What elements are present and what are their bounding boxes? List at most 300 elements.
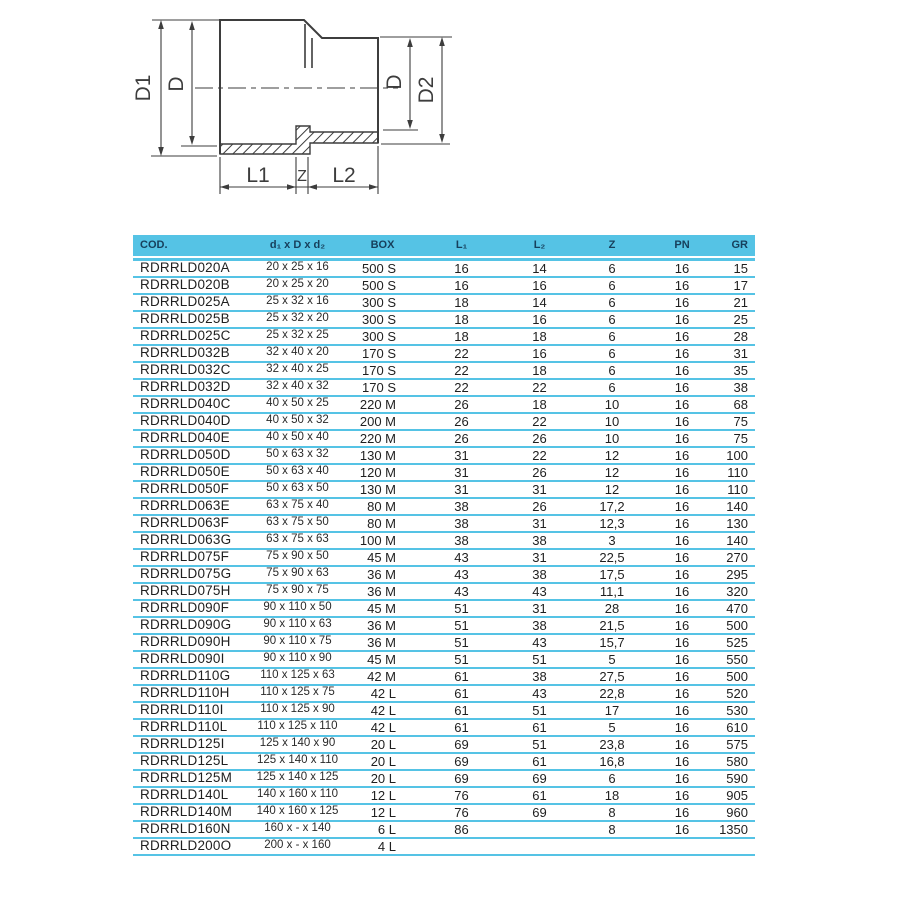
cell-z: 17 xyxy=(604,702,620,718)
cell-dims: 110 x 125 x 110 xyxy=(257,720,338,733)
header-box: BOX xyxy=(370,239,395,251)
cell-dims: 40 x 50 x 25 xyxy=(266,397,329,410)
table-row xyxy=(133,550,755,567)
table-row xyxy=(133,737,755,754)
cell-box: 300 S xyxy=(362,294,396,310)
cell-cod: RDRRLD090I xyxy=(140,651,225,667)
cell-gr: 17 xyxy=(733,277,748,293)
cell-pn: 16 xyxy=(674,277,690,293)
cell-box: 4 L xyxy=(377,838,396,854)
cell-pn: 16 xyxy=(674,447,690,463)
cell-z: 6 xyxy=(608,328,616,344)
cell-dims: 40 x 50 x 40 xyxy=(266,431,329,444)
table-row xyxy=(133,754,755,771)
cell-l1: 69 xyxy=(454,770,469,786)
cell-dims: 63 x 75 x 63 xyxy=(266,533,329,546)
cell-box: 80 M xyxy=(367,515,396,531)
cell-cod: RDRRLD025A xyxy=(140,294,230,310)
cell-l2: 38 xyxy=(532,566,547,582)
cell-l1: 86 xyxy=(454,821,469,837)
cell-pn: 16 xyxy=(674,481,690,497)
cell-pn: 16 xyxy=(674,685,690,701)
cell-z: 6 xyxy=(608,770,616,786)
cell-box: 36 M xyxy=(367,634,396,650)
table-row xyxy=(133,482,755,499)
cell-pn: 16 xyxy=(674,634,690,650)
table-row xyxy=(133,703,755,720)
cell-gr: 960 xyxy=(726,804,748,820)
cell-box: 200 M xyxy=(359,413,396,429)
section-hatch xyxy=(220,126,378,154)
cell-dims: 110 x 125 x 75 xyxy=(260,686,335,699)
cell-pn: 16 xyxy=(674,617,690,633)
dimension-labels xyxy=(132,74,438,187)
cell-box: 20 L xyxy=(370,770,396,786)
cell-box: 300 S xyxy=(362,311,396,327)
label-d1: D1 xyxy=(132,74,155,102)
cell-z: 10 xyxy=(604,413,620,429)
table-row xyxy=(133,822,755,839)
cell-l1: 16 xyxy=(454,277,469,293)
cell-l2: 43 xyxy=(532,685,547,701)
cell-dims: 140 x 160 x 125 xyxy=(256,805,339,818)
cell-box: 20 L xyxy=(370,736,396,752)
cell-l2: 31 xyxy=(532,600,547,616)
cell-z: 21,5 xyxy=(599,617,625,633)
cell-box: 170 S xyxy=(362,362,396,378)
cell-l2 xyxy=(503,829,576,830)
cell-pn: 16 xyxy=(674,702,690,718)
cell-gr: 525 xyxy=(726,634,748,650)
cell-pn: 16 xyxy=(674,515,690,531)
cell-z: 11,1 xyxy=(599,583,625,599)
cell-pn: 16 xyxy=(674,362,690,378)
cell-l2: 14 xyxy=(532,294,547,310)
cell-pn: 16 xyxy=(674,668,690,684)
cell-z: 17,2 xyxy=(599,498,625,514)
cell-gr: 270 xyxy=(726,549,748,565)
table-row xyxy=(133,380,755,397)
cell-gr: 75 xyxy=(733,430,748,446)
cell-box: 120 M xyxy=(359,464,396,480)
cell-l1: 18 xyxy=(454,294,469,310)
table-row xyxy=(133,601,755,618)
cell-cod: RDRRLD140L xyxy=(140,787,229,803)
cell-cod: RDRRLD075F xyxy=(140,549,230,565)
cell-pn xyxy=(648,846,716,847)
cell-l1: 18 xyxy=(454,328,469,344)
table-row xyxy=(133,346,755,363)
cell-l1: 38 xyxy=(454,532,469,548)
cell-l1: 22 xyxy=(454,362,469,378)
cell-z: 6 xyxy=(608,311,616,327)
cell-l1: 61 xyxy=(454,719,469,735)
cell-l1: 22 xyxy=(454,345,469,361)
cell-pn: 16 xyxy=(674,430,690,446)
table-row xyxy=(133,414,755,431)
cell-dims: 20 x 25 x 20 xyxy=(266,278,329,291)
cell-pn: 16 xyxy=(674,566,690,582)
cell-box: 36 M xyxy=(367,566,396,582)
label-d-left: D xyxy=(165,76,188,92)
cell-gr: 28 xyxy=(733,328,748,344)
cell-box: 220 M xyxy=(359,430,396,446)
cell-gr: 500 xyxy=(726,617,748,633)
cell-dims: 75 x 90 x 63 xyxy=(266,567,329,580)
cell-gr: 470 xyxy=(726,600,748,616)
cell-gr: 21 xyxy=(733,294,748,310)
table-row xyxy=(133,618,755,635)
table-row xyxy=(133,771,755,788)
cell-l1: 16 xyxy=(454,260,469,276)
cell-l1: 61 xyxy=(454,702,469,718)
cell-pn: 16 xyxy=(674,532,690,548)
cell-z: 5 xyxy=(608,651,616,667)
cell-l2: 69 xyxy=(532,770,547,786)
cell-l2: 51 xyxy=(532,651,547,667)
cell-cod: RDRRLD050D xyxy=(140,447,231,463)
cell-dims: 20 x 25 x 16 xyxy=(266,261,329,274)
cell-box: 170 S xyxy=(362,379,396,395)
header-cod: COD. xyxy=(140,239,168,251)
table-row xyxy=(133,720,755,737)
cell-l1: 18 xyxy=(454,311,469,327)
cell-dims: 32 x 40 x 20 xyxy=(266,346,329,359)
cell-z: 6 xyxy=(608,345,616,361)
cell-l2: 51 xyxy=(532,702,547,718)
cell-z: 12 xyxy=(604,447,620,463)
cell-box: 500 S xyxy=(362,260,396,276)
cell-pn: 16 xyxy=(674,600,690,616)
cell-l1: 51 xyxy=(454,634,469,650)
cell-cod: RDRRLD050F xyxy=(140,481,230,497)
cell-cod: RDRRLD032D xyxy=(140,379,231,395)
cell-gr: 110 xyxy=(727,464,748,480)
cell-cod: RDRRLD025B xyxy=(140,311,230,327)
cell-l2 xyxy=(503,846,576,847)
cell-dims: 25 x 32 x 25 xyxy=(266,329,329,342)
cell-box: 80 M xyxy=(367,498,396,514)
cell-box: 6 L xyxy=(377,821,396,837)
cell-dims: 90 x 110 x 63 xyxy=(263,618,332,631)
cell-box: 220 M xyxy=(359,396,396,412)
header-z: Z xyxy=(608,239,616,251)
cell-cod: RDRRLD090F xyxy=(140,600,230,616)
table-row xyxy=(133,652,755,669)
cell-z: 18 xyxy=(604,787,620,803)
cell-l2: 38 xyxy=(532,532,547,548)
cell-gr: 140 xyxy=(726,532,748,548)
cell-gr xyxy=(716,846,755,847)
cell-gr: 110 xyxy=(727,481,748,497)
cell-l2: 31 xyxy=(532,549,547,565)
cell-gr: 500 xyxy=(726,668,748,684)
table-row xyxy=(133,329,755,346)
cell-l2: 61 xyxy=(532,787,547,803)
cell-l2: 26 xyxy=(532,464,547,480)
cell-dims: 125 x 140 x 125 xyxy=(256,771,339,784)
cell-l1: 51 xyxy=(454,600,469,616)
cell-z: 8 xyxy=(608,821,616,837)
cell-cod: RDRRLD110G xyxy=(140,668,231,684)
cell-z: 12 xyxy=(604,464,620,480)
cell-pn: 16 xyxy=(674,583,690,599)
cell-l1: 26 xyxy=(454,396,469,412)
cell-gr: 320 xyxy=(726,583,748,599)
cell-l1 xyxy=(420,846,503,847)
cell-gr: 575 xyxy=(726,736,748,752)
table-row xyxy=(133,839,755,856)
cell-pn: 16 xyxy=(674,787,690,803)
table-row xyxy=(133,516,755,533)
header-gr: GR xyxy=(731,239,748,251)
cell-z: 22,8 xyxy=(599,685,625,701)
cell-l1: 43 xyxy=(454,583,469,599)
table-row xyxy=(133,669,755,686)
cell-pn: 16 xyxy=(674,821,690,837)
cell-z: 16,8 xyxy=(599,753,625,769)
cell-gr: 38 xyxy=(733,379,748,395)
cell-l1: 43 xyxy=(454,566,469,582)
label-d-right: D xyxy=(383,74,406,90)
table-row xyxy=(133,499,755,516)
table-row xyxy=(133,397,755,414)
cell-gr: 100 xyxy=(726,447,748,463)
cell-gr: 295 xyxy=(726,566,748,582)
table-row xyxy=(133,533,755,550)
table-row xyxy=(133,686,755,703)
table-row xyxy=(133,312,755,329)
cell-l2: 14 xyxy=(532,260,547,276)
cell-dims: 50 x 63 x 50 xyxy=(266,482,329,495)
table-row xyxy=(133,295,755,312)
cell-gr: 140 xyxy=(726,498,748,514)
cell-l2: 18 xyxy=(532,362,547,378)
cell-dims: 125 x 140 x 110 xyxy=(257,754,338,767)
cell-z: 28 xyxy=(604,600,620,616)
cell-gr: 1350 xyxy=(719,821,748,837)
cell-box: 42 L xyxy=(370,719,396,735)
cell-cod: RDRRLD032B xyxy=(140,345,230,361)
cell-pn: 16 xyxy=(674,396,690,412)
cell-l2: 22 xyxy=(532,379,547,395)
label-l1: L1 xyxy=(246,164,270,187)
cell-l2: 22 xyxy=(532,413,547,429)
cell-dims: 75 x 90 x 50 xyxy=(266,550,329,563)
spec-table xyxy=(133,235,755,856)
cell-box: 130 M xyxy=(359,447,396,463)
cell-gr: 35 xyxy=(733,362,748,378)
cell-pn: 16 xyxy=(674,753,690,769)
cell-z xyxy=(576,846,648,847)
cell-pn: 16 xyxy=(674,311,690,327)
cell-z: 12,3 xyxy=(599,515,625,531)
table-row xyxy=(133,261,755,278)
cell-l1: 61 xyxy=(454,685,469,701)
cell-cod: RDRRLD020B xyxy=(140,277,230,293)
cell-l2: 38 xyxy=(532,617,547,633)
cell-z: 3 xyxy=(608,532,616,548)
cell-pn: 16 xyxy=(674,328,690,344)
header-l1: L₁ xyxy=(455,239,468,251)
cell-l1: 38 xyxy=(454,498,469,514)
cell-l1: 69 xyxy=(454,736,469,752)
label-l2: L2 xyxy=(332,164,356,187)
cell-l1: 76 xyxy=(454,804,469,820)
cell-z: 15,7 xyxy=(599,634,625,650)
cell-cod: RDRRLD110I xyxy=(140,702,224,718)
cell-box: 42 L xyxy=(370,685,396,701)
cell-dims: 32 x 40 x 32 xyxy=(266,380,329,393)
cell-l2: 43 xyxy=(532,583,547,599)
cell-gr: 610 xyxy=(726,719,748,735)
cell-pn: 16 xyxy=(674,651,690,667)
cell-box: 45 M xyxy=(367,651,396,667)
cell-z: 8 xyxy=(608,804,616,820)
cell-l2: 26 xyxy=(532,498,547,514)
cell-z: 6 xyxy=(608,294,616,310)
cell-z: 10 xyxy=(604,430,620,446)
cell-pn: 16 xyxy=(674,736,690,752)
cell-pn: 16 xyxy=(674,345,690,361)
cell-z: 6 xyxy=(608,362,616,378)
table-row xyxy=(133,788,755,805)
cell-box: 45 M xyxy=(367,600,396,616)
cell-cod: RDRRLD160N xyxy=(140,821,231,837)
cell-gr: 590 xyxy=(726,770,748,786)
cell-dims: 125 x 140 x 90 xyxy=(259,737,336,750)
cell-gr: 75 xyxy=(733,413,748,429)
cell-gr: 550 xyxy=(726,651,748,667)
cell-box: 42 L xyxy=(370,702,396,718)
cell-box: 42 M xyxy=(367,668,396,684)
cell-dims: 32 x 40 x 25 xyxy=(266,363,329,376)
cell-gr: 580 xyxy=(726,753,748,769)
cell-l1: 61 xyxy=(454,668,469,684)
cell-l1: 69 xyxy=(454,753,469,769)
cell-gr: 530 xyxy=(726,702,748,718)
cell-dims: 25 x 32 x 20 xyxy=(266,312,329,325)
table-row xyxy=(133,278,755,295)
cell-dims: 160 x - x 140 xyxy=(264,822,331,835)
cell-l2: 16 xyxy=(532,345,547,361)
cell-cod: RDRRLD020A xyxy=(140,260,230,276)
table-row xyxy=(133,363,755,380)
cell-l1: 26 xyxy=(454,413,469,429)
table-row xyxy=(133,805,755,822)
cell-dims: 200 x - x 160 xyxy=(264,839,331,852)
table-row xyxy=(133,431,755,448)
cell-l2: 26 xyxy=(532,430,547,446)
cell-l2: 61 xyxy=(532,719,547,735)
table-header xyxy=(133,235,755,256)
cell-l2: 16 xyxy=(532,311,547,327)
cell-pn: 16 xyxy=(674,294,690,310)
cell-dims: 90 x 110 x 75 xyxy=(263,635,332,648)
cell-l2: 18 xyxy=(532,328,547,344)
cell-z: 12 xyxy=(604,481,620,497)
cell-pn: 16 xyxy=(674,549,690,565)
cell-dims: 50 x 63 x 32 xyxy=(266,448,329,461)
cell-l1: 51 xyxy=(454,651,469,667)
fitting-diagram xyxy=(125,0,465,210)
label-d2: D2 xyxy=(415,76,438,104)
label-z: Z xyxy=(297,168,307,185)
cell-pn: 16 xyxy=(674,413,690,429)
cell-dims: 140 x 160 x 110 xyxy=(257,788,338,801)
cell-pn: 16 xyxy=(674,464,690,480)
header-dims: d₁ x D x d₂ xyxy=(269,239,326,251)
cell-cod: RDRRLD050E xyxy=(140,464,230,480)
cell-z: 22,5 xyxy=(599,549,625,565)
cell-box: 170 S xyxy=(362,345,396,361)
cell-cod: RDRRLD110H xyxy=(140,685,230,701)
cell-z: 6 xyxy=(608,260,616,276)
cell-cod: RDRRLD040D xyxy=(140,413,231,429)
cell-cod: RDRRLD040C xyxy=(140,396,231,412)
cell-dims: 90 x 110 x 90 xyxy=(263,652,332,665)
cell-z: 23,8 xyxy=(599,736,625,752)
cell-cod: RDRRLD063E xyxy=(140,498,230,514)
cell-pn: 16 xyxy=(674,260,690,276)
cell-cod: RDRRLD025C xyxy=(140,328,231,344)
cell-dims: 90 x 110 x 50 xyxy=(263,601,332,614)
cell-box: 12 L xyxy=(370,804,396,820)
cell-dims: 110 x 125 x 63 xyxy=(260,669,335,682)
cell-pn: 16 xyxy=(674,719,690,735)
cell-dims: 110 x 125 x 90 xyxy=(260,703,335,716)
cell-l2: 22 xyxy=(532,447,547,463)
cell-z: 6 xyxy=(608,277,616,293)
table-row xyxy=(133,465,755,482)
cell-cod: RDRRLD040E xyxy=(140,430,230,446)
cell-l1: 43 xyxy=(454,549,469,565)
cell-z: 27,5 xyxy=(599,668,625,684)
cell-box: 36 M xyxy=(367,617,396,633)
cell-box: 500 S xyxy=(362,277,396,293)
cell-pn: 16 xyxy=(674,770,690,786)
cell-box: 36 M xyxy=(367,583,396,599)
cell-gr: 25 xyxy=(733,311,748,327)
cell-l1: 22 xyxy=(454,379,469,395)
cell-l1: 51 xyxy=(454,617,469,633)
dimension-arrows xyxy=(158,20,445,190)
cell-l2: 43 xyxy=(532,634,547,650)
cell-dims: 75 x 90 x 75 xyxy=(266,584,329,597)
header-pn: PN xyxy=(674,239,690,251)
table-row xyxy=(133,584,755,601)
cell-z: 6 xyxy=(608,379,616,395)
cell-box: 45 M xyxy=(367,549,396,565)
cell-dims: 63 x 75 x 50 xyxy=(266,516,329,529)
cell-box: 130 M xyxy=(359,481,396,497)
cell-cod: RDRRLD125I xyxy=(140,736,225,752)
cell-l1: 31 xyxy=(454,447,469,463)
cell-gr: 520 xyxy=(726,685,748,701)
cell-gr: 905 xyxy=(726,787,748,803)
cell-pn: 16 xyxy=(674,498,690,514)
cell-dims: 50 x 63 x 40 xyxy=(266,465,329,478)
cell-cod: RDRRLD032C xyxy=(140,362,231,378)
cell-box: 12 L xyxy=(370,787,396,803)
cell-cod: RDRRLD140M xyxy=(140,804,233,820)
cell-pn: 16 xyxy=(674,379,690,395)
cell-dims: 25 x 32 x 16 xyxy=(266,295,329,308)
cell-gr: 130 xyxy=(726,515,748,531)
cell-cod: RDRRLD125L xyxy=(140,753,229,769)
cell-l2: 61 xyxy=(532,753,547,769)
cell-l2: 31 xyxy=(532,481,547,497)
